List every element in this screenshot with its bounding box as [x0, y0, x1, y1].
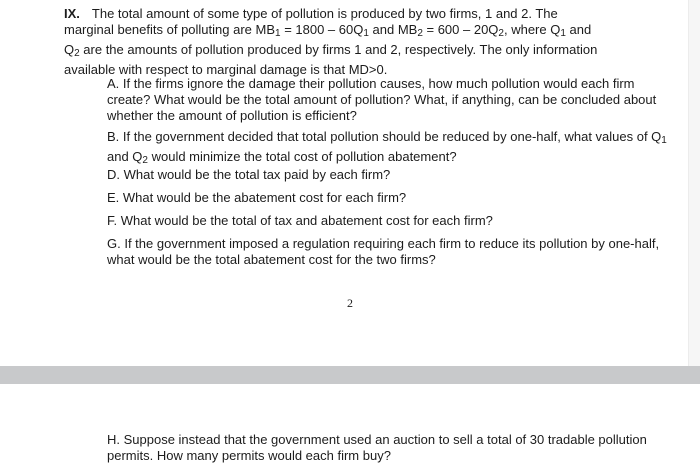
page-number: 2 — [347, 296, 353, 310]
question-a: A. If the firms ignore the damage their pollution causes, how much pollution would each firm create? What would be the total amount of pollution? What, if anything, can be concluded about whether the amount of pollution is efficient? — [107, 76, 657, 123]
scrollbar-track[interactable] — [688, 0, 700, 366]
document-page-bottom — [0, 384, 700, 470]
question-e: E. What would be the abatement cost for each firm? — [107, 190, 407, 205]
question-f: F. What would be the total of tax and abatement cost for each firm? — [107, 213, 493, 228]
problem-intro: IX. The total amount of some type of pollution is produced by two firms, 1 and 2. The marginal benefits of polluting are $MB_1 = 1800 - 60Q_1$ and $MB_2 = 600 - 20Q_2$, where $Q_1$ and $Q_2$ are the amounts of pollution produced by firms 1 and 2, respectively. The only information available with respect to marginal damage is that MD>0. — [64, 6, 598, 77]
question-g: G. If the government imposed a regulation requiring each firm to reduce its pollution by one-half, what would be the total abatement cost for the two firms? — [107, 236, 660, 267]
problem-number: IX. — [64, 6, 80, 21]
question-b: B. If the government decided that total pollution should be reduced by one-half, what values of $Q_1$ and $Q_2$ would minimize the total cost of pollution abatement? — [107, 129, 667, 166]
question-h: H. Suppose instead that the government used an auction to sell a total of 30 tradable pollution permits. How many permits would each firm buy? — [107, 432, 647, 463]
question-d: D. What would be the total tax paid by each firm? — [107, 167, 391, 182]
page-separator — [0, 366, 700, 384]
